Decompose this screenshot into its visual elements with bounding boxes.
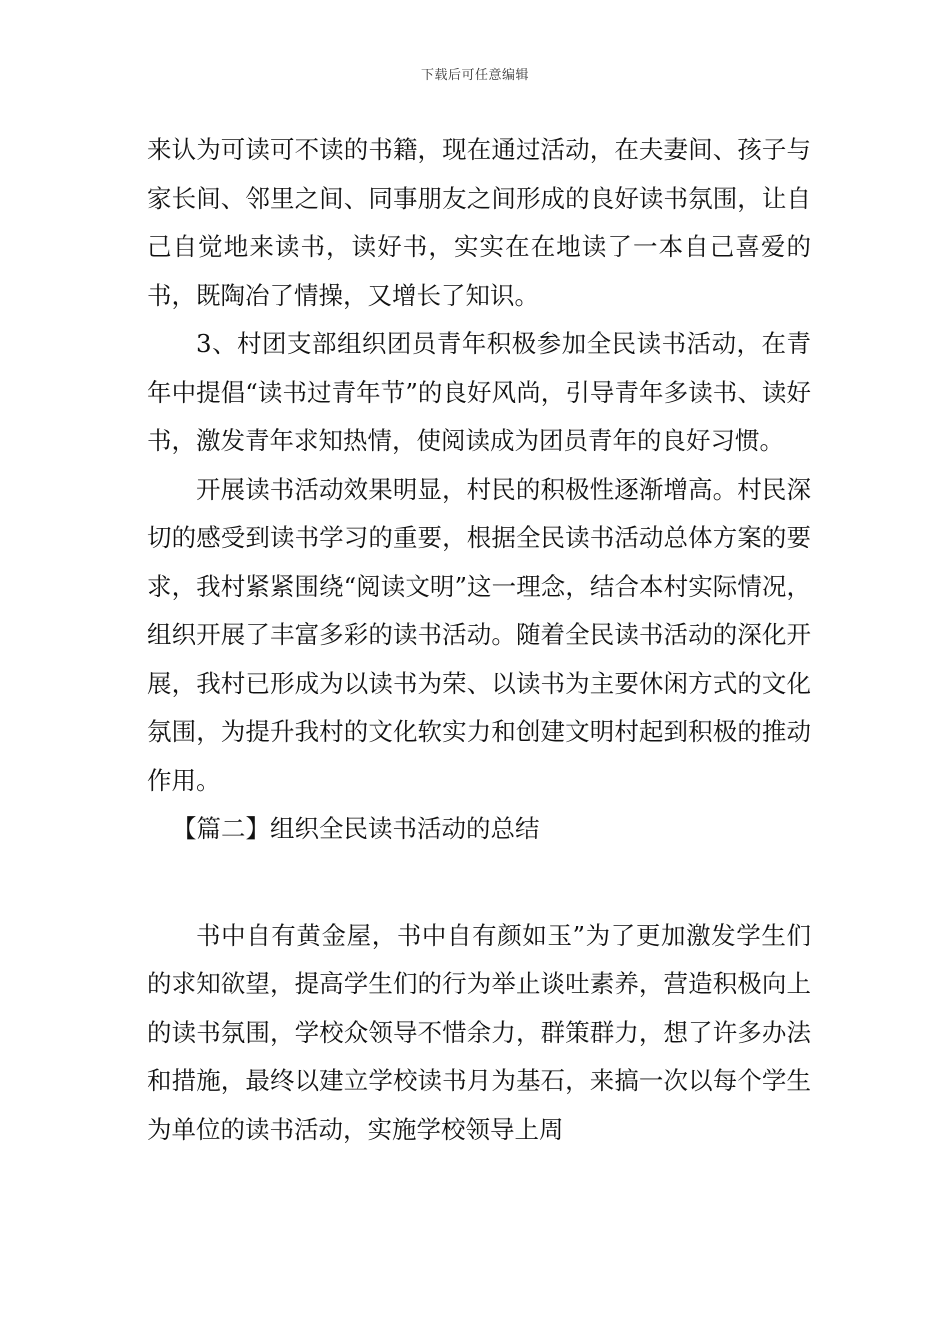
document-body [147,126,811,1154]
paragraph-summary: 开展读书活动效果明显，村民的积极性逐渐增高。村民深切的感受到读书学习的重要，根据全民读书活动总体方案的要求，我村紧紧围绕“阅读文明”这一理念，结合本村实际情况，组织开展了丰富多彩的读书活动。随着全民读书活动的深化开展，我村已形成为以读书为荣、以读书为主要休闲方式的文化氛围，为提升我村的文化软实力和创建文明村起到积极的推动作用。 [147,474,811,795]
paragraph-item-3: 3、村团支部组织团员青年积极参加全民读书活动，在青年中提倡“读书过青年节”的良好风尚，引导青年多读书、读好书，激发青年求知热情，使阅读成为团员青年的良好习惯。 [147,329,811,455]
page-header-note: 下载后可任意编辑 [420,68,529,83]
section-heading: 【篇二】组织全民读书活动的总结 [172,814,540,843]
paragraph-continuation: 来认为可读可不读的书籍，现在通过活动，在夫妻间、孩子与家长间、邻里之间、同事朋友之间形成的良好读书氛围，让自己自觉地来读书，读好书，实实在在地读了一本自己喜爱的书，既陶冶了情操，又增长了知识。 [147,135,811,310]
section-spacer [147,854,811,912]
paragraph-section-two-intro: 书中自有黄金屋，书中自有颜如玉”为了更加激发学生们的求知欲望，提高学生们的行为举止谈吐素养，营造积极向上的读书氛围，学校众领导不惜余力，群策群力，想了许多办法和措施，最终以建立学校读书月为基石，来搞一次以每个学生为单位的读书活动，实施学校领导上周 [147,920,811,1144]
